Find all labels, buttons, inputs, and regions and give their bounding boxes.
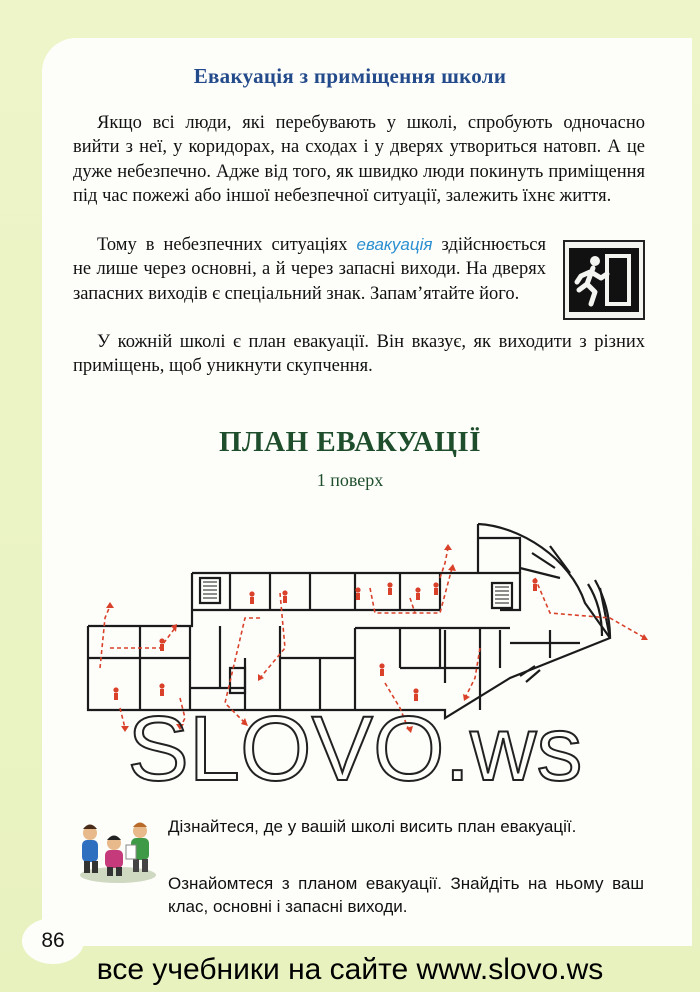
section-title: Евакуація з приміщення школи: [193, 64, 507, 88]
plan-title: ПЛАН ЕВАКУАЦІЇ: [219, 426, 481, 458]
paragraph-2-end: здійснюється не лише через основні, а й через запасні виходи. На дверях запасних виходів є спеціальний знак. Запам’ятайте його.: [73, 235, 547, 304]
paragraph-1: Якщо всі люди, які перебувають у школі, спробують одночасно вийти з неї, у коридорах, на сходах і у дверях утвориться натовп. А це дуже небезпечно. Адже від того, як швидко люди покинуть приміщення під час пожежі або іншої небезпечної ситуації, залежить їхнє життя.: [73, 113, 645, 207]
term-evacuation: евакуація: [356, 235, 433, 254]
watermark-text: SLOVO.ws: [127, 700, 583, 795]
running-man-exit-icon: [565, 242, 643, 318]
paragraph-2: [73, 233, 546, 306]
footer-caption: все учебники на сайте www.slovo.ws: [96, 953, 604, 986]
paragraph-3: У кожній школі є план евакуації. Він вказує, як виходити з різних приміщень, щоб уникнути скупчення.: [73, 332, 645, 377]
exit-sign: [563, 240, 645, 320]
page-number: 86: [22, 918, 84, 964]
children-group-icon: [74, 815, 164, 885]
floor-label: 1 поверх: [316, 470, 384, 490]
task-2: Ознайомтеся з планом евакуації. Знайдіть на ньому ваш клас, основні і запасні виходи.: [168, 874, 644, 916]
watermark-logo: [80, 700, 630, 795]
task-1: Дізнайтеся, де у вашій школі висить план евакуації.: [168, 817, 577, 836]
paragraph-2-start: Тому в небезпечних ситуаціях: [97, 235, 357, 255]
